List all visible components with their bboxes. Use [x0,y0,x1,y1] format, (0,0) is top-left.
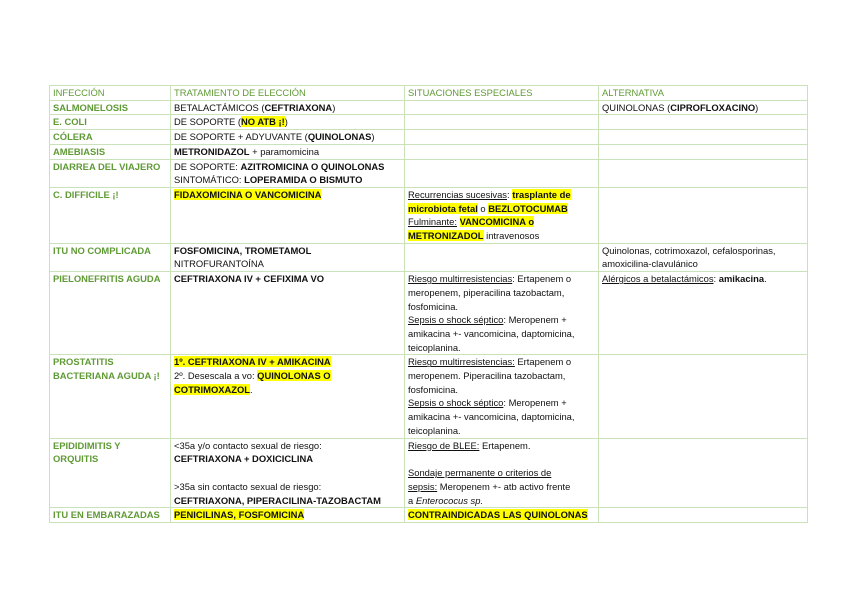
table-row [50,159,808,187]
treatment-highlight: FIDAXOMICINA O VANCOMICINA [174,188,322,200]
treatment-text: NITROFURANTOÍNA [174,258,264,270]
alternative-cell [599,115,808,130]
infection-name-line: EPIDIDIMITIS Y [53,439,121,451]
treatment-drug: CEFTRIAXONA, PIPERACILINA-TAZOBACTAM [174,494,381,506]
treatment-text: >35a sin contacto sexual de riesgo: [174,480,322,492]
treatment-drug: FOSFOMICINA, TROMETAMOL [174,244,312,256]
infection-name-line: ORQUITIS [53,453,99,465]
special-cell [405,355,599,438]
treatment-drug: QUINOLONAS [307,131,372,143]
infection-name: CÓLERA [50,130,171,145]
treatment-drug: CEFTRIAXONA IV + CEFIXIMA VO [174,273,325,285]
treatment-text: . [250,383,253,395]
special-text: Meropenem +- atb activo frente [437,480,571,492]
treatment-text: ) [332,101,336,113]
treatment-highlight: QUINOLONAS O [257,370,331,382]
treatment-text: ) [371,131,375,143]
table-row [50,115,808,130]
alternative-text: ) [755,101,759,113]
special-label: Sepsis o shock séptico [408,397,504,409]
alternative-cell [599,100,808,115]
alternative-text: amoxicilina-clavulánico [602,258,698,270]
header-infeccion: INFECCIÓN [50,86,171,101]
special-cell [405,243,599,271]
header-row [50,86,808,101]
treatment-text: 2º. Desescala a vo: [174,370,258,382]
alternative-drug: CIPROFLOXACINO [670,101,756,113]
special-cell [405,100,599,115]
special-text: teicoplanina. [408,341,461,353]
treatment-cell [171,115,405,130]
infection-name: PIELONEFRITIS AGUDA [50,272,171,355]
table-row [50,355,808,438]
special-text: Ertapenem o [514,356,572,368]
treatment-cell [171,130,405,145]
special-cell [405,115,599,130]
special-highlight: VANCOMICINA o [459,216,535,228]
table-row [50,272,808,355]
treatment-drug: CEFTRIAXONA [264,101,333,113]
alternative-cell [599,243,808,271]
special-text: o [477,202,489,214]
treatment-text: <35a y/o contacto sexual de riesgo: [174,439,322,451]
treatment-cell [171,272,405,355]
table-row [50,187,808,243]
special-label: Riesgo de BLEE: [408,439,480,451]
special-label: Riesgo multirresistencias: [408,356,515,368]
special-highlight: CONTRAINDICADAS LAS QUINOLONAS [408,509,588,521]
treatment-text: ) [284,116,288,128]
treatment-drug: AZITROMICINA O QUINOLONAS [240,160,385,172]
infection-name: AMEBIASIS [50,144,171,159]
special-label: Recurrencias sucesivas [408,188,507,200]
special-highlight: METRONIZADOL [408,230,484,242]
special-cell [405,438,599,508]
table-row [50,144,808,159]
infection-name: C. DIFFICILE ¡! [50,187,171,243]
treatment-highlight: COTRIMOXAZOL [174,383,251,395]
treatment-text: DE SOPORTE: [174,160,241,172]
treatment-drug: CEFTRIAXONA + DOXICICLINA [174,453,313,465]
treatment-cell [171,187,405,243]
alternative-text: : [713,273,719,285]
special-text: teicoplanina. [408,424,461,436]
infection-name: E. COLI [50,115,171,130]
header-tratamiento: TRATAMIENTO DE ELECCIÓN [171,86,405,101]
special-highlight: BEZLOTOCUMAB [488,202,568,214]
special-cell [405,187,599,243]
special-highlight: microbiota fetal [408,202,478,214]
spacer [174,466,401,480]
special-text: intravenosos [483,230,540,242]
table-row [50,508,808,523]
alternative-cell [599,144,808,159]
treatment-text: SINTOMÁTICO: [174,174,245,186]
treatment-highlight: 1º. CEFTRIAXONA IV + AMIKACINA [174,356,331,368]
alternative-text: QUINOLONAS ( [602,101,671,113]
table-row [50,130,808,145]
special-cell [405,159,599,187]
treatment-cell [171,508,405,523]
treatment-cell [171,144,405,159]
special-highlight: trasplante de [512,188,571,200]
special-text: Enterococus sp. [415,494,484,506]
special-label: Fulminante: [408,216,457,228]
treatment-cell [171,438,405,508]
alternative-text: Quinolonas, cotrimoxazol, cefalosporinas, [602,244,776,256]
infection-name: ITU EN EMBARAZADAS [50,508,171,523]
special-text: : Meropenem + [503,397,567,409]
infection-name [50,438,171,508]
special-label: Sondaje permanente o criterios de [408,467,552,479]
treatment-cell [171,355,405,438]
spacer [408,452,595,466]
treatment-drug: METRONIDAZOL [174,145,250,157]
alternative-label: Alérgicos a betalactámicos [602,273,714,285]
header-situaciones: SITUACIONES ESPECIALES [405,86,599,101]
treatment-drug: LOPERAMIDA O BISMUTO [244,174,363,186]
special-label: sepsis: [408,480,438,492]
treatment-text: BETALACTÁMICOS ( [174,101,265,113]
table-row [50,438,808,508]
treatment-cell [171,243,405,271]
special-text: a [408,494,416,506]
treatment-cell [171,159,405,187]
special-label: Sepsis o shock séptico [408,314,504,326]
infection-name: DIARREA DEL VIAJERO [50,159,171,187]
alternative-text: . [764,273,767,285]
special-text: : [507,188,513,200]
treatment-text: + paramomicina [249,145,320,157]
special-text: amikacina +- vancomicina, daptomicina, [408,411,575,423]
alternative-drug: amikacina [718,273,765,285]
infection-name-line: PROSTATITIS [53,356,114,368]
header-alternativa: ALTERNATIVA [599,86,808,101]
special-cell [405,144,599,159]
infection-name: SALMONELOSIS [50,100,171,115]
alternative-cell [599,187,808,243]
special-cell [405,272,599,355]
alternative-cell [599,355,808,438]
alternative-cell [599,130,808,145]
special-text: meropenem. Piperacilina tazobactam, [408,370,566,382]
alternative-cell [599,159,808,187]
special-cell [405,508,599,523]
antibiotic-treatment-table [49,85,808,523]
special-text: meropenem, piperacilina tazobactam, [408,286,565,298]
special-text: : Meropenem + [503,314,567,326]
infection-name: ITU NO COMPLICADA [50,243,171,271]
special-text: : Ertapenem o [512,273,572,285]
infection-name-line: BACTERIANA AGUDA ¡! [53,370,160,382]
special-text: amikacina +- vancomicina, daptomicina, [408,327,575,339]
treatment-highlight: NO ATB ¡! [241,116,285,128]
infection-name [50,355,171,438]
treatment-cell [171,100,405,115]
treatment-text: DE SOPORTE + ADYUVANTE ( [174,131,308,143]
alternative-cell [599,508,808,523]
treatment-text: DE SOPORTE ( [174,116,242,128]
special-text: fosfomicina. [408,383,459,395]
treatment-highlight: PENICILINAS, FOSFOMICINA [174,509,305,521]
special-text: fosfomicina. [408,300,459,312]
table-row [50,100,808,115]
special-label: Riesgo multirresistencias [408,273,513,285]
special-text: Ertapenem. [479,439,531,451]
alternative-cell [599,438,808,508]
table-row [50,243,808,271]
alternative-cell [599,272,808,355]
special-cell [405,130,599,145]
